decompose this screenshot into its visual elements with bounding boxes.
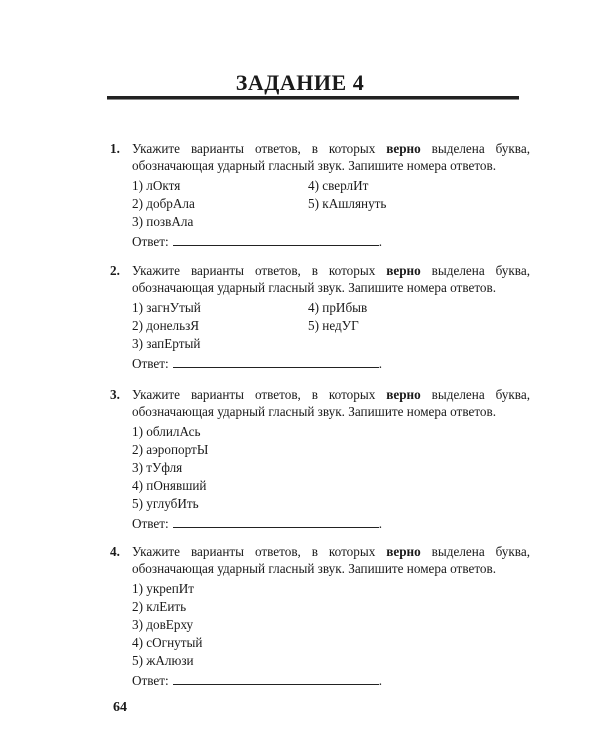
- option-item: 5) углубИть: [132, 496, 199, 511]
- answer-row: Ответ: .: [132, 516, 383, 531]
- title-underline: [107, 96, 519, 100]
- answer-blank[interactable]: [173, 672, 379, 685]
- answer-options: [132, 177, 530, 231]
- task-1: [110, 140, 530, 251]
- option-item: 3) запЕртый: [132, 336, 201, 351]
- answer-label: Ответ:: [132, 356, 169, 371]
- answer-options: [132, 299, 530, 353]
- task-number: 4.: [110, 544, 120, 559]
- task-number: 1.: [110, 141, 120, 156]
- option-item: 4) пОнявший: [132, 478, 207, 493]
- option-item: 3) тУфля: [132, 460, 183, 475]
- answer-options: [132, 580, 530, 670]
- task-instruction: Укажите варианты ответов, в которых верно выделена буква, обозначающая ударный гласный звук. Запишите номера ответов.: [132, 387, 530, 419]
- answer-label: Ответ:: [132, 673, 169, 688]
- task-instruction: Укажите варианты ответов, в которых верно выделена буква, обозначающая ударный гласный звук. Запишите номера ответов.: [132, 263, 530, 295]
- answer-row: Ответ: .: [132, 234, 383, 249]
- task-4: [110, 543, 530, 690]
- task-instruction: Укажите варианты ответов, в которых верно выделена буква, обозначающая ударный гласный звук. Запишите номера ответов.: [132, 544, 530, 576]
- option-item: 4) прИбыв: [308, 300, 368, 315]
- answer-blank[interactable]: [173, 233, 379, 246]
- option-item: 5) недУГ: [308, 318, 359, 333]
- task-instruction: Укажите варианты ответов, в которых верно выделена буква, обозначающая ударный гласный звук. Запишите номера ответов.: [132, 141, 530, 173]
- option-item: 2) донельзЯ: [132, 318, 200, 333]
- option-item: 4) сОгнутый: [132, 635, 203, 650]
- option-item: 2) аэропортЫ: [132, 442, 209, 457]
- task-number: 3.: [110, 387, 120, 402]
- answer-options: [132, 423, 530, 513]
- option-item: 3) позвАла: [132, 214, 194, 229]
- answer-blank[interactable]: [173, 515, 379, 528]
- option-item: 2) добрАла: [132, 196, 195, 211]
- answer-label: Ответ:: [132, 516, 169, 531]
- page-title: ЗАДАНИЕ 4: [235, 70, 365, 95]
- option-item: 1) загнУтый: [132, 300, 201, 315]
- page-number: 64: [113, 700, 127, 715]
- option-item: 5) жАлюзи: [132, 653, 194, 668]
- option-item: 2) клЕить: [132, 599, 187, 614]
- task-2: [110, 262, 530, 373]
- task-3: [110, 386, 530, 533]
- answer-row: Ответ: .: [132, 673, 383, 688]
- option-item: 1) укрепИт: [132, 581, 195, 596]
- answer-blank[interactable]: [173, 355, 379, 368]
- option-item: 3) довЕрху: [132, 617, 194, 632]
- option-item: 4) сверлИт: [308, 178, 369, 193]
- option-item: 1) облилАсь: [132, 424, 201, 439]
- option-item: 1) лОктя: [132, 178, 181, 193]
- answer-label: Ответ:: [132, 234, 169, 249]
- answer-row: Ответ: .: [132, 356, 383, 371]
- option-item: 5) кАшлянуть: [308, 196, 387, 211]
- task-number: 2.: [110, 263, 120, 278]
